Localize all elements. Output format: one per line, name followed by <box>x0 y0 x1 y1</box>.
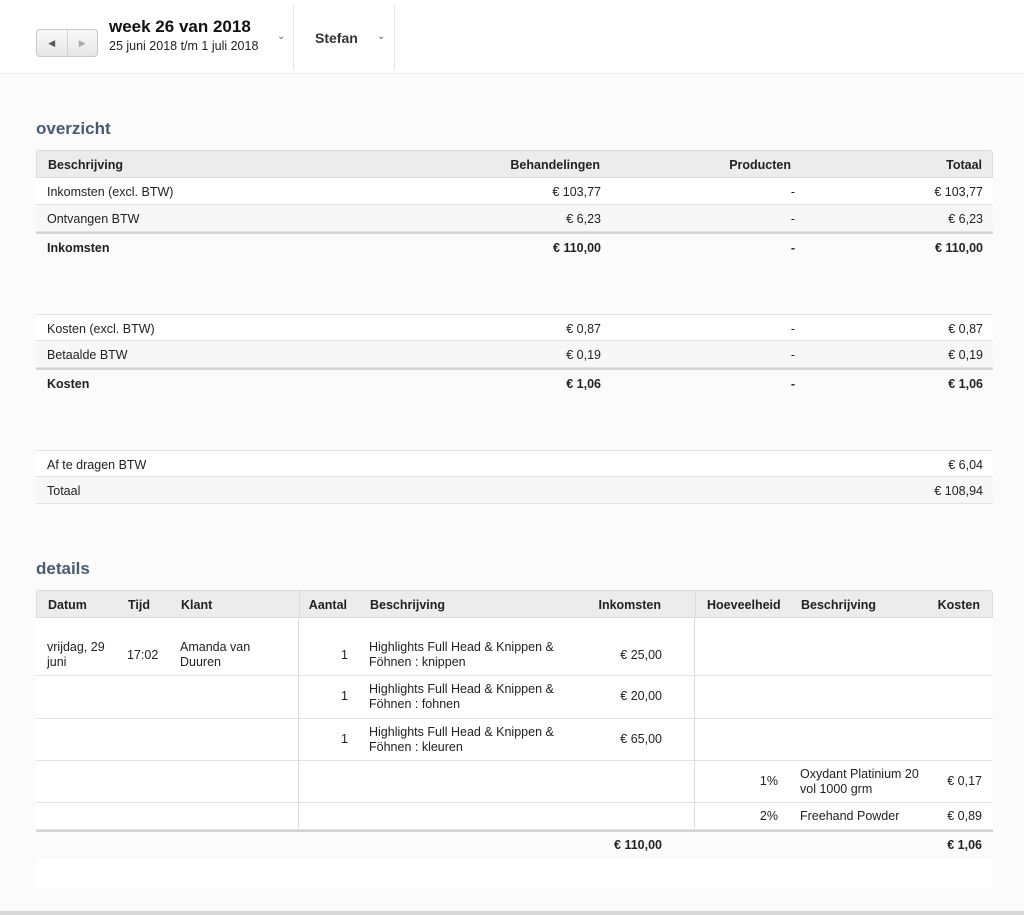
table-total-row <box>36 232 993 259</box>
cell-product-beschrijving: Freehand Powder <box>800 809 900 823</box>
row-label: Ontvangen BTW <box>47 212 140 226</box>
total-kosten: € 1,06 <box>947 838 982 852</box>
bottom-scrollbar[interactable] <box>0 911 1024 915</box>
table-header <box>36 150 993 178</box>
column-header: Kosten <box>937 598 980 612</box>
overview-title: overzicht <box>36 119 111 138</box>
header-divider <box>394 6 395 70</box>
cell-value: € 6,23 <box>948 212 983 226</box>
row-label: Betaalde BTW <box>47 348 128 362</box>
column-header: Beschrijving <box>48 158 124 172</box>
row-label: Kosten <box>47 377 90 391</box>
column-header: Beschrijving <box>370 598 446 612</box>
cell-value: - <box>790 377 796 391</box>
triangle-right-icon: ▶ <box>78 37 86 48</box>
table-row <box>36 761 993 803</box>
table-row <box>36 450 993 477</box>
cell-value: € 0,87 <box>566 322 601 336</box>
cell-datum: vrijdag, 29 juni <box>47 640 105 669</box>
table-row <box>36 803 993 830</box>
column-header: Totaal <box>946 158 982 172</box>
summary-table <box>36 450 993 504</box>
cell-value: € 103,77 <box>934 185 983 199</box>
table-row <box>36 205 993 232</box>
details-body <box>36 618 993 888</box>
overview-table <box>36 150 993 259</box>
cell-inkomsten: € 25,00 <box>620 648 662 662</box>
column-header: Inkomsten <box>598 598 661 612</box>
top-bar <box>0 0 1024 74</box>
details-title: details <box>36 559 90 578</box>
column-header: Beschrijving <box>801 598 877 612</box>
column-header: Tijd <box>128 598 150 612</box>
cell-value: € 0,19 <box>566 348 601 362</box>
cell-value: € 0,19 <box>948 348 983 362</box>
triangle-left-icon: ◀ <box>48 37 56 48</box>
week-range: 25 juni 2018 t/m 1 juli 2018 <box>109 39 259 53</box>
row-label: Af te dragen BTW <box>47 458 147 472</box>
cell-value: - <box>790 241 796 255</box>
total-inkomsten: € 110,00 <box>614 838 662 852</box>
cell-hoeveelheid: 1% <box>759 774 778 788</box>
cell-value: - <box>790 185 796 199</box>
cell-kosten: € 0,17 <box>947 774 982 788</box>
row-label: Inkomsten (excl. BTW) <box>47 185 174 199</box>
column-header: Aantal <box>308 598 347 612</box>
column-divider <box>299 591 300 618</box>
week-dropdown-chevron-icon[interactable]: ⌄ <box>277 31 286 42</box>
cell-value: € 1,06 <box>566 377 601 391</box>
column-header: Producten <box>729 158 791 172</box>
details-table <box>36 590 993 888</box>
column-header: Klant <box>181 598 213 612</box>
row-label: Inkomsten <box>47 241 110 255</box>
row-label: Totaal <box>47 484 81 498</box>
cell-product-beschrijving: Oxydant Platinium 20 vol 1000 grm <box>800 767 919 796</box>
column-divider <box>695 591 696 618</box>
table-total-row <box>36 830 993 858</box>
week-title[interactable]: week 26 van 2018 <box>109 17 251 36</box>
column-header: Datum <box>48 598 87 612</box>
table-header <box>36 590 993 618</box>
cell-value: € 6,04 <box>948 458 983 472</box>
cell-klant: Amanda van Duuren <box>180 640 251 669</box>
user-dropdown-chevron-icon[interactable]: ⌄ <box>377 31 386 42</box>
row-label: Kosten (excl. BTW) <box>47 322 155 336</box>
cell-beschrijving: Highlights Full Head & Knippen & Föhnen : knippen <box>369 640 554 669</box>
cell-aantal: 1 <box>341 648 348 662</box>
week-navigation <box>36 29 98 57</box>
cell-beschrijving: Highlights Full Head & Knippen & Föhnen : kleuren <box>369 725 554 754</box>
cell-value: € 103,77 <box>552 185 601 199</box>
table-row <box>36 314 993 341</box>
table-row <box>36 676 993 719</box>
cell-value: - <box>790 212 796 226</box>
table-row <box>36 341 993 368</box>
table-row <box>36 618 993 676</box>
cell-aantal: 1 <box>341 689 348 703</box>
column-header: Behandelingen <box>510 158 600 172</box>
cell-value: - <box>790 322 796 336</box>
cell-value: € 1,06 <box>948 377 983 391</box>
cell-value: € 108,94 <box>934 484 983 498</box>
cell-beschrijving: Highlights Full Head & Knippen & Föhnen : fohnen <box>369 682 554 711</box>
table-row <box>36 719 993 761</box>
cell-kosten: € 0,89 <box>947 809 982 823</box>
cell-value: € 6,23 <box>566 212 601 226</box>
table-row <box>36 477 993 504</box>
cell-aantal: 1 <box>341 732 348 746</box>
cell-tijd: 17:02 <box>127 648 159 662</box>
table-total-row <box>36 368 993 395</box>
cell-value: € 0,87 <box>948 322 983 336</box>
cell-value: - <box>790 348 796 362</box>
cell-value: € 110,00 <box>935 241 983 255</box>
column-header: Hoeveelheid <box>707 598 781 612</box>
header-divider <box>293 6 294 70</box>
cell-inkomsten: € 65,00 <box>620 732 662 746</box>
table-row <box>36 178 993 205</box>
user-selector[interactable]: Stefan <box>315 30 358 46</box>
cell-inkomsten: € 20,00 <box>620 689 662 703</box>
previous-week-button[interactable] <box>37 30 67 56</box>
next-week-button[interactable] <box>67 30 98 56</box>
costs-table <box>36 314 993 395</box>
cell-value: € 110,00 <box>553 241 601 255</box>
cell-hoeveelheid: 2% <box>759 809 778 823</box>
